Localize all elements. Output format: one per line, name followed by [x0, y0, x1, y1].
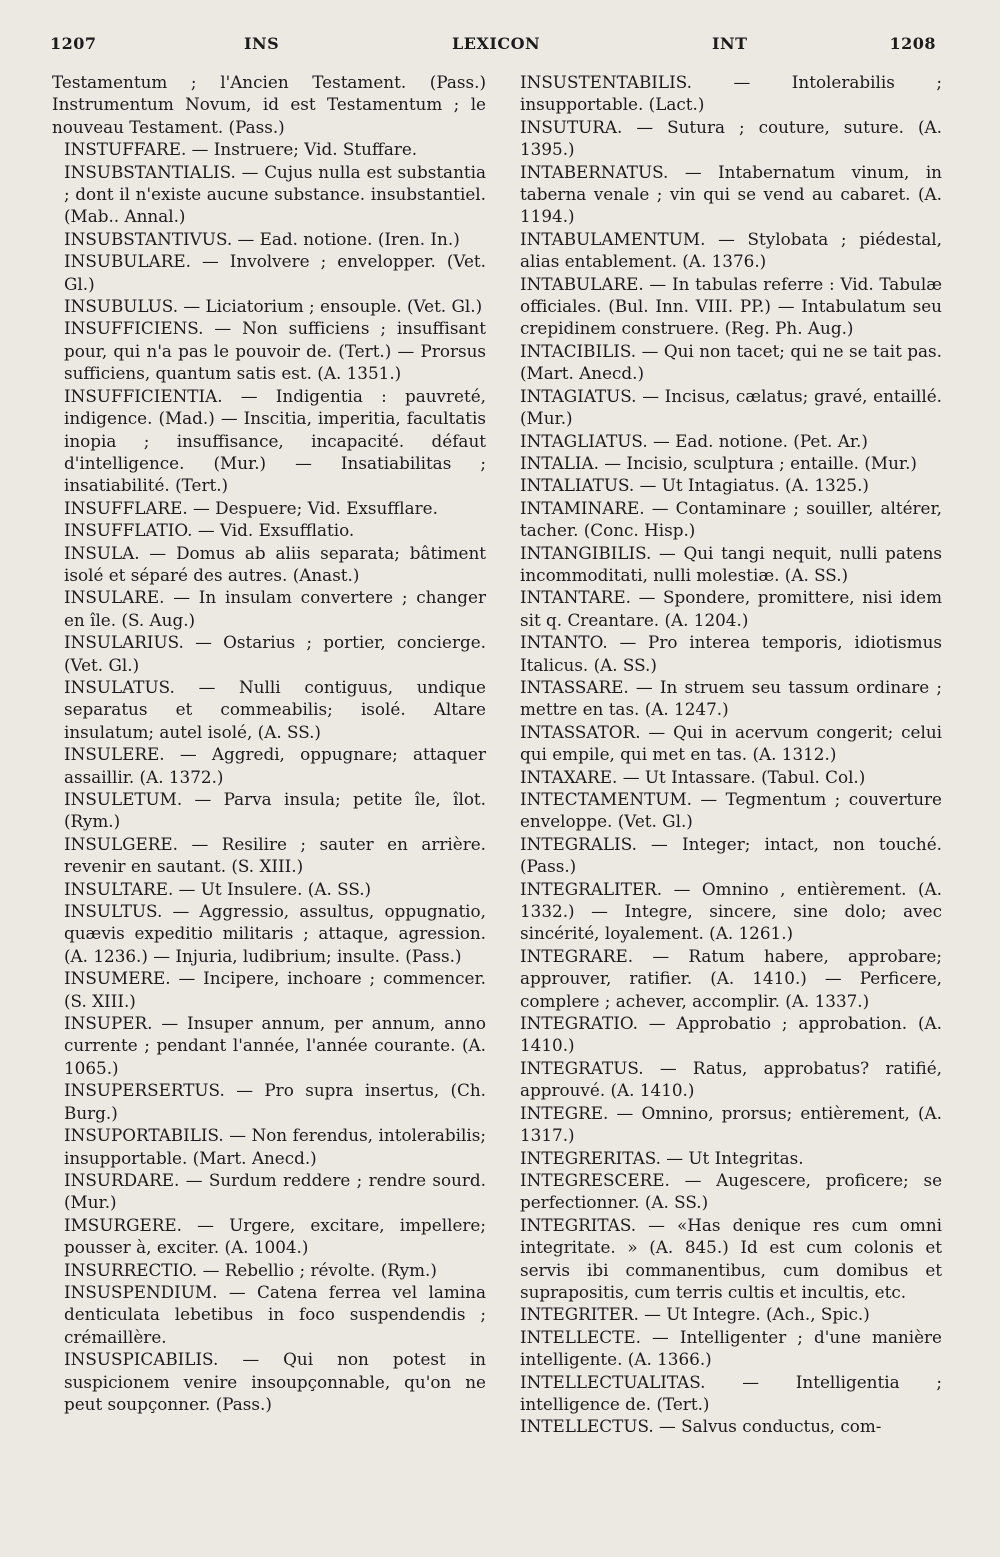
dictionary-entry: INSUFFLARE. — Despuere; Vid. Exsufflare. [64, 497, 438, 518]
dictionary-entry: INTAMINARE. — Contaminare ; souiller, altérer, tacher. (Conc. Hisp.) [520, 497, 942, 541]
dictionary-entry: INTECTAMENTUM. — Tegmentum ; couverture enveloppe. (Vet. Gl.) [520, 789, 942, 832]
dictionary-entry: INTAGLIATUS. — Ead. notione. (Pet. Ar.) [520, 430, 868, 451]
dictionary-entry: INTEGRERITAS. — Ut Integritas. [520, 1147, 804, 1168]
dictionary-entry: INTABULARE. — In tabulas referre : Vid. Tabulæ officiales. (Bul. Inn. VIII. PP.) — Intabulatum seu crepidinem construere. (Reg. Ph. Aug.) [520, 273, 942, 339]
dictionary-entry: INSUSPENDIUM. — Catena ferrea vel lamina denticulata lebetibus in foco suspendendis ; crémaillère. [64, 1281, 486, 1347]
dictionary-entry: INSULARE. — In insulam convertere ; changer en île. (S. Aug.) [64, 587, 486, 630]
dictionary-entry: INSUPERSERTUS. — Pro supra insertus, (Ch. Burg.) [64, 1080, 486, 1123]
page-number-right: 1208 [889, 34, 936, 53]
dictionary-entry: INTEGRESCERE. — Augescere, proficere; se perfectionner. (A. SS.) [520, 1169, 942, 1213]
dictionary-entry: INSURDARE. — Surdum reddere ; rendre sourd. (Mur.) [64, 1169, 486, 1213]
dictionary-entry: IMSURGERE. — Urgere, excitare, impellere; pousser à, exciter. (A. 1004.) [64, 1214, 486, 1258]
dictionary-entry: INTACIBILIS. — Qui non tacet; qui ne se tait pas. (Mart. Anecd.) [520, 340, 942, 384]
dictionary-entry: INTELLECTUALITAS. — Intelligentia ; intelligence de. (Tert.) [520, 1371, 942, 1414]
dictionary-entry: INTEGRE. — Omnino, prorsus; entièrement, (A. 1317.) [520, 1102, 942, 1146]
dictionary-entry: INSUFFICIENS. — Non sufficiens ; insuffisant pour, qui n'a pas le pouvoir de. (Tert.) — Prorsus sufficiens, quantum satis est. (A. 1351.) [64, 318, 486, 384]
dictionary-entry: INSUMERE. — Incipere, inchoare ; commencer. (S. XIII.) [64, 968, 486, 1011]
dictionary-entry: INSTUFFARE. — Instruere; Vid. Stuffare. [64, 139, 418, 160]
dictionary-entry: INSULTUS. — Aggressio, assultus, oppugnatio, quævis expeditio militaris ; attaque, agression. (A. 1236.) — Injuria, ludibrium; insulte. (Pass.) [64, 901, 486, 966]
dictionary-entry: INSULERE. — Aggredi, oppugnare; attaquer assaillir. (A. 1372.) [64, 744, 486, 787]
guide-word-right: INT [712, 34, 748, 53]
dictionary-entry: INTASSARE. — In struem seu tassum ordinare ; mettre en tas. (A. 1247.) [520, 676, 942, 720]
dictionary-entry: INTABERNATUS. — Intabernatum vinum, in taberna venale ; vin qui se vend au cabaret. (A. 1194.) [520, 161, 942, 227]
dictionary-entry: INSULARIUS. — Ostarius ; portier, concierge. (Vet. Gl.) [64, 632, 486, 675]
dictionary-entry: INTEGRATIO. — Approbatio ; approbation. (A. 1410.) [520, 1013, 942, 1056]
dictionary-entry: INTELLECTUS. — Salvus conductus, com- [520, 1416, 882, 1437]
right-column [508, 71, 942, 1438]
dictionary-entry: INSUSTENTABILIS. — Intolerabilis ; insupportable. (Lact.) [520, 72, 942, 115]
dictionary-entry: INSURRECTIO. — Rebellio ; révolte. (Rym.) [64, 1259, 437, 1280]
dictionary-entry: INTEGRITAS. — «Has denique res cum omni integritate. » (A. 845.) Id est cum colonis et servis ibi commanentibus, cum domibus et suprapositis, cum terris cultis et incultis, etc. [520, 1214, 942, 1302]
dictionary-entry: INTANTARE. — Spondere, promittere, nisi idem sit q. Creantare. (A. 1204.) [520, 587, 942, 630]
dictionary-entry: INSUPORTABILIS. — Non ferendus, intolerabilis; insupportable. (Mart. Anecd.) [64, 1125, 486, 1168]
dictionary-entry: INSULATUS. — Nulli contiguus, undique separatus et commeabilis; isolé. Altare insulatum; autel isolé, (A. SS.) [64, 676, 486, 742]
dictionary-entry: INSULETUM. — Parva insula; petite île, îlot. (Rym.) [64, 789, 486, 832]
running-title: LEXICON [452, 34, 541, 53]
dictionary-entry: INTEGRITER. — Ut Integre. (Ach., Spic.) [520, 1304, 870, 1325]
guide-word-left: INS [244, 34, 280, 53]
dictionary-entry: INSUFFICIENTIA. — Indigentia : pauvreté, indigence. (Mad.) — Inscitia, imperitia, facultatis inopia ; insuffisance, incapacité. défaut d'intelligence. (Mur.) — Insatiabilitas ; insatiabilité. (Tert.) [64, 385, 486, 496]
dictionary-entry: INTEGRATUS. — Ratus, approbatus? ratifié, approuvé. (A. 1410.) [520, 1057, 942, 1101]
dictionary-entry: INSULA. — Domus ab aliis separata; bâtiment isolé et séparé des autres. (Anast.) [64, 542, 486, 585]
dictionary-entry: INTANTO. — Pro interea temporis, idiotismus Italicus. (A. SS.) [520, 632, 942, 675]
dictionary-entry: INSULTARE. — Ut Insulere. (A. SS.) [64, 878, 372, 899]
entry-continuation: Testamentum ; l'Ancien Testament. (Pass.) Instrumentum Novum, id est Testamentum ; le nouveau Testament. (Pass.) [52, 72, 486, 137]
dictionary-entry: INTANGIBILIS. — Qui tangi nequit, nulli patens incommoditati, nulli molestiæ. (A. SS.) [520, 542, 942, 585]
dictionary-entry: INTEGRALIS. — Integer; intact, non touché. (Pass.) [520, 833, 942, 877]
dictionary-entry: INSUBULUS. — Liciatorium ; ensouple. (Vet. Gl.) [64, 296, 483, 317]
dictionary-entry: INSULGERE. — Resilire ; sauter en arrière. revenir en sautant. (S. XIII.) [64, 833, 486, 877]
dictionary-entry: INTASSATOR. — Qui in acervum congerit; celui qui empile, qui met en tas. (A. 1312.) [520, 721, 942, 765]
dictionary-entry: INSUSPICABILIS. — Qui non potest in suspicionem venire insoupçonnable, qu'on ne peut soupçonner. (Pass.) [64, 1349, 486, 1414]
dictionary-entry: INTEGRARE. — Ratum habere, approbare; approuver, ratifier. (A. 1410.) — Perficere, complere ; achever, accomplir. (A. 1337.) [520, 945, 942, 1011]
dictionary-entry: INTEGRALITER. — Omnino , entièrement. (A. 1332.) — Integre, sincere, sine dolo; avec sincérité, loyalement. (A. 1261.) [520, 878, 942, 944]
dictionary-entry: INSUBSTANTIALIS. — Cujus nulla est substantia ; dont il n'existe aucune substance. insubstantiel. (Mab.. Annal.) [64, 161, 486, 227]
dictionary-entry: INSUBSTANTIVUS. — Ead. notione. (Iren. In.) [64, 228, 460, 249]
dictionary-entry: INTAXARE. — Ut Intassare. (Tabul. Col.) [520, 766, 866, 787]
left-column [52, 71, 486, 1415]
page-number-left: 1207 [50, 34, 97, 53]
dictionary-entry: INSUTURA. — Sutura ; couture, suture. (A. 1395.) [520, 116, 942, 160]
dictionary-entry: INTALIATUS. — Ut Intagiatus. (A. 1325.) [520, 475, 869, 496]
dictionary-entry: INTELLECTE. — Intelligenter ; d'une manière intelligente. (A. 1366.) [520, 1326, 942, 1370]
dictionary-entry: INSUFFLATIO. — Vid. Exsufflatio. [64, 520, 355, 541]
dictionary-entry: INTALIA. — Incisio, sculptura ; entaille. (Mur.) [520, 452, 917, 473]
dictionary-entry: INSUPER. — Insuper annum, per annum, anno currente ; pendant l'année, l'année courante. (A. 1065.) [64, 1013, 486, 1078]
dictionary-entry: INTAGIATUS. — Incisus, cælatus; gravé, entaillé. (Mur.) [520, 385, 942, 429]
dictionary-entry: INSUBULARE. — Involvere ; envelopper. (Vet. Gl.) [64, 251, 486, 294]
dictionary-entry: INTABULAMENTUM. — Stylobata ; piédestal, alias entablement. (A. 1376.) [520, 228, 942, 272]
